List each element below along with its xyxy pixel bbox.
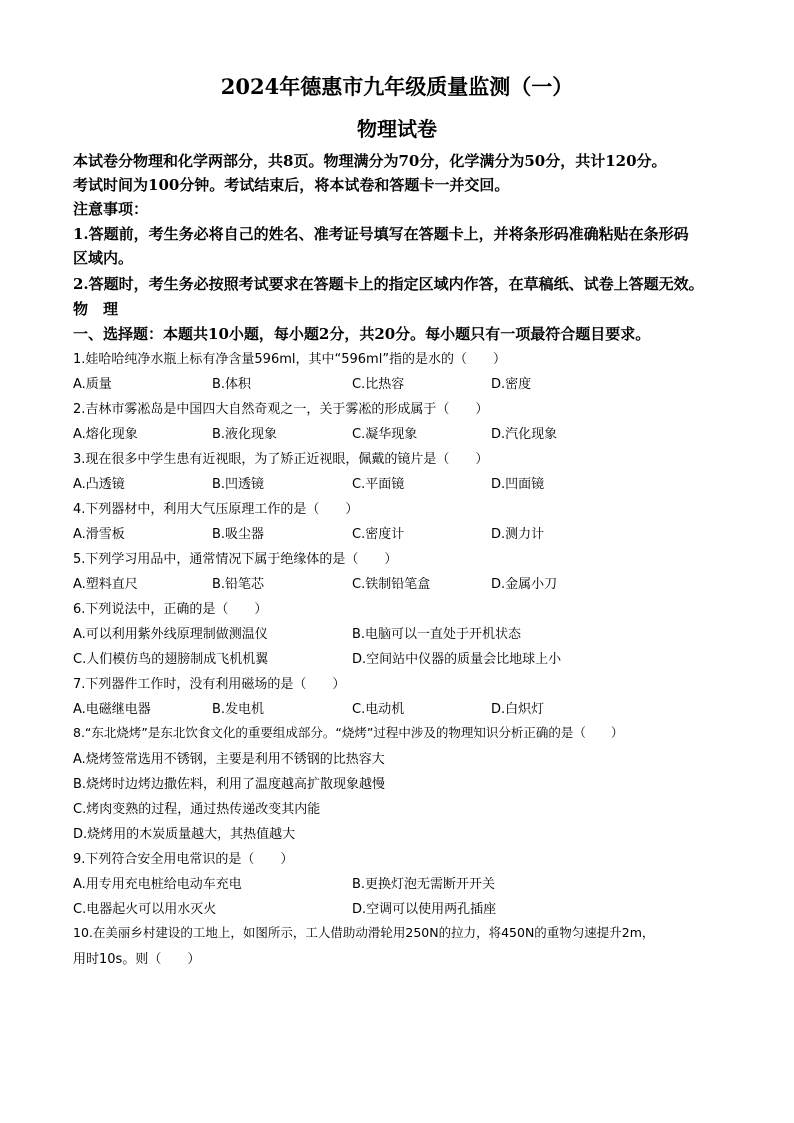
question-7-option-c: C.电动机 xyxy=(352,702,405,717)
question-4-option-c: C.密度计 xyxy=(352,527,405,542)
question-5-stem: 5.下列学习用品中，通常情况下属于绝缘体的是（ ） xyxy=(73,552,398,567)
question-10-stem-line-1: 10.在美丽乡村建设的工地上，如图所示，工人借助动滑轮用250N的拉力，将450N的重物匀速提升2m， xyxy=(73,925,655,940)
question-9-option-a: A.用专用充电桩给电动车充电 xyxy=(73,877,242,892)
question-8-option-d: D.烧烤用的木炭质量越大，其热值越大 xyxy=(73,827,296,842)
intro-line-2: 考试时间为100分钟。考试结束后，将本试卷和答题卡一并交回。 xyxy=(73,176,510,194)
note-2: 2.答题时，考生务必按照考试要求在答题卡上的指定区域内作答，在草稿纸、试卷上答题无效。 xyxy=(73,275,704,293)
question-10-stem-line-2: 用时10s。则（ ） xyxy=(73,952,201,967)
question-1-option-a: A.质量 xyxy=(73,377,112,392)
question-3-stem: 3.现在很多中学生患有近视眼，为了矫正近视眼，佩戴的镜片是（ ） xyxy=(73,452,489,467)
question-6-stem: 6.下列说法中，正确的是（ ） xyxy=(73,602,268,617)
question-6-option-d: D.空间站中仪器的质量会比地球上小 xyxy=(352,652,562,667)
question-3-option-a: A.凸透镜 xyxy=(73,477,125,492)
question-8-option-a: A.烧烤签常选用不锈钢，主要是利用不锈钢的比热容大 xyxy=(73,752,385,767)
question-6-option-b: B.电脑可以一直处于开机状态 xyxy=(352,627,522,642)
question-8-option-b: B.烧烤时边烤边撒佐料，利用了温度越高扩散现象越慢 xyxy=(73,777,386,792)
question-2-option-c: C.凝华现象 xyxy=(352,427,418,442)
question-6-option-a: A.可以利用紫外线原理制做测温仪 xyxy=(73,627,268,642)
question-7-stem: 7.下列器件工作时，没有利用磁场的是（ ） xyxy=(73,677,346,692)
question-7-option-b: B.发电机 xyxy=(212,702,265,717)
question-2-option-a: A.熔化现象 xyxy=(73,427,138,442)
note-1-line-2: 区域内。 xyxy=(73,249,134,267)
question-4-option-a: A.滑雪板 xyxy=(73,527,125,542)
question-5-option-c: C.铁制铅笔盒 xyxy=(352,577,431,592)
question-2-option-d: D.汽化现象 xyxy=(491,427,558,442)
question-7-option-d: D.白炽灯 xyxy=(491,702,545,717)
question-8-stem: 8.“东北烧烤”是东北饮食文化的重要组成部分。“烧烤”过程中涉及的物理知识分析正确的是（ ） xyxy=(73,725,624,740)
page-subtitle: 物理试卷 xyxy=(357,117,437,141)
question-9-option-d: D.空调可以使用两孔插座 xyxy=(352,902,497,917)
page-title: 2024年德惠市九年级质量监测（一） xyxy=(220,74,574,99)
question-9-option-b: B.更换灯泡无需断开开关 xyxy=(352,877,496,892)
question-3-option-d: D.凹面镜 xyxy=(491,477,545,492)
question-5-option-a: A.塑料直尺 xyxy=(73,577,138,592)
question-8-option-c: C.烤肉变熟的过程，通过热传递改变其内能 xyxy=(73,802,321,817)
intro-line-1: 本试卷分物理和化学两部分，共8页。物理满分为70分，化学满分为50分，共计120分。 xyxy=(73,152,667,170)
question-2-option-b: B.液化现象 xyxy=(212,427,278,442)
question-1-option-d: D.密度 xyxy=(491,377,532,392)
question-1-stem: 1.娃哈哈纯净水瓶上标有净含量596ml，其中“596ml”指的是水的（ ） xyxy=(73,352,507,367)
question-3-option-b: B.凹透镜 xyxy=(212,477,265,492)
question-1-option-b: B.体积 xyxy=(212,377,252,392)
question-1-option-c: C.比热容 xyxy=(352,377,405,392)
question-4-option-d: D.测力计 xyxy=(491,527,545,542)
question-3-option-c: C.平面镜 xyxy=(352,477,405,492)
question-4-stem: 4.下列器材中，利用大气压原理工作的是（ ） xyxy=(73,502,359,517)
question-9-option-c: C.电器起火可以用水灭火 xyxy=(73,902,217,917)
section-subject: 物 理 xyxy=(73,300,119,318)
question-2-stem: 2.吉林市雾凇岛是中国四大自然奇观之一，关于雾凇的形成属于（ ） xyxy=(73,402,489,417)
question-6-option-c: C.人们模仿鸟的翅膀制成飞机机翼 xyxy=(73,652,269,667)
question-7-option-a: A.电磁继电器 xyxy=(73,702,151,717)
question-5-option-b: B.铅笔芯 xyxy=(212,577,265,592)
section-heading: 一、选择题：本题共10小题，每小题2分，共20分。每小题只有一项最符合题目要求。 xyxy=(73,325,651,343)
question-9-stem: 9.下列符合安全用电常识的是（ ） xyxy=(73,852,294,867)
notes-heading: 注意事项： xyxy=(73,200,149,218)
question-5-option-d: D.金属小刀 xyxy=(491,577,558,592)
note-1-line-1: 1.答题前，考生务必将自己的姓名、准考证号填写在答题卡上，并将条形码准确粘贴在条形码 xyxy=(73,225,689,243)
question-4-option-b: B.吸尘器 xyxy=(212,527,265,542)
